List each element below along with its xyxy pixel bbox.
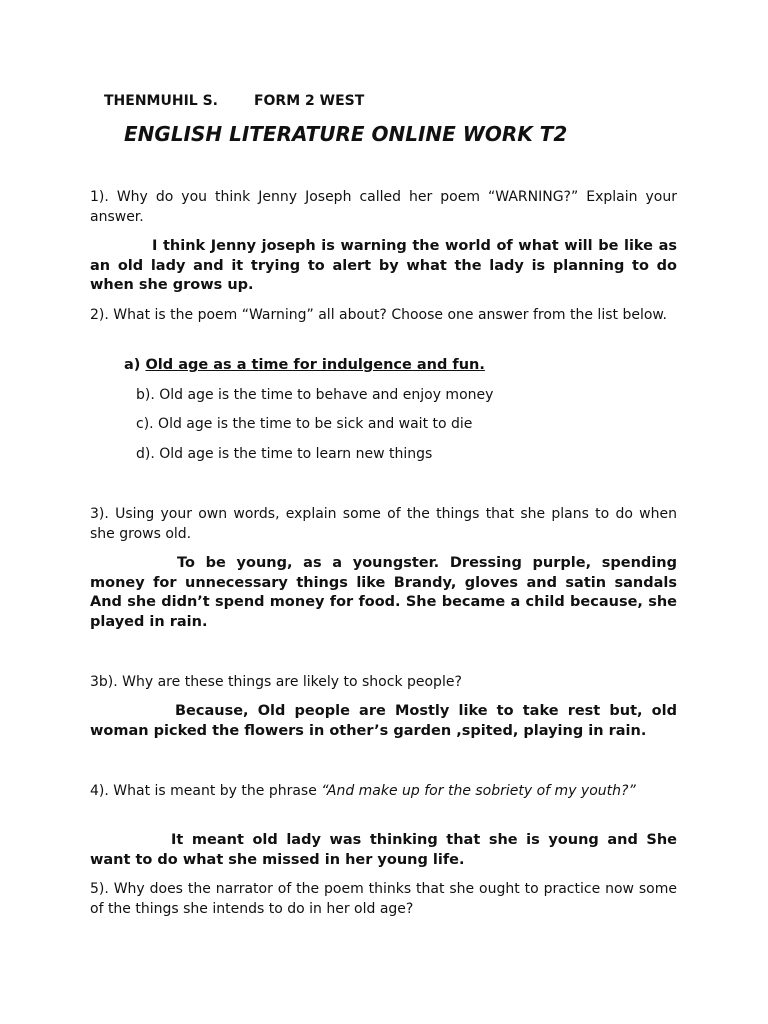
question-5: 5). Why does the narrator of the poem thinks that she ought to practice now some of the things she intends to do in her old age? [90,881,677,917]
question-4-text: 4). What is meant by the phrase [90,783,322,799]
option-b: b). Old age is the time to behave and enjoy money [136,387,494,403]
option-a-prefix: a) [124,357,146,373]
student-name: THENMUHIL S. [104,93,218,109]
answer-3: To be young, as a youngster. Dressing purple, spending money for unnecessary things like Brandy, gloves and satin sandals And she didn’t spend money for food. She became a child because, she played in rain. [90,555,677,630]
option-c: c). Old age is the time to be sick and wait to die [136,416,473,432]
question-1: 1). Why do you think Jenny Joseph called her poem “WARNING?” Explain your answer. [90,189,677,225]
option-d: d). Old age is the time to learn new things [136,446,433,462]
question-2: 2). What is the poem “Warning” all about? Choose one answer from the list below. [90,307,668,323]
document-title: ENGLISH LITERATURE ONLINE WORK T2 [124,122,568,146]
student-form: FORM 2 WEST [253,93,365,109]
answer-3b: Because, Old people are Mostly like to take rest but, old woman picked the flowers in other’s garden ,spited, playing in rain. [90,703,677,739]
question-4 [90,782,677,802]
question-3b: 3b). Why are these things are likely to shock people? [90,674,462,690]
question-4-quote: “And make up for the sobriety of my youth?” [321,783,636,799]
document-page [90,0,677,1024]
answer-4: It meant old lady was thinking that she is young and She want to do what she missed in her young life. [90,832,677,868]
answer-1: I think Jenny joseph is warning the world of what will be like as an old lady and it trying to alert by what the lady is planning to do when she grows up. [90,238,677,293]
question-3: 3). Using your own words, explain some of the things that she plans to do when she grows old. [90,506,677,542]
option-a [124,356,485,376]
student-header [104,93,364,109]
option-a-text: Old age as a time for indulgence and fun. [145,357,485,373]
